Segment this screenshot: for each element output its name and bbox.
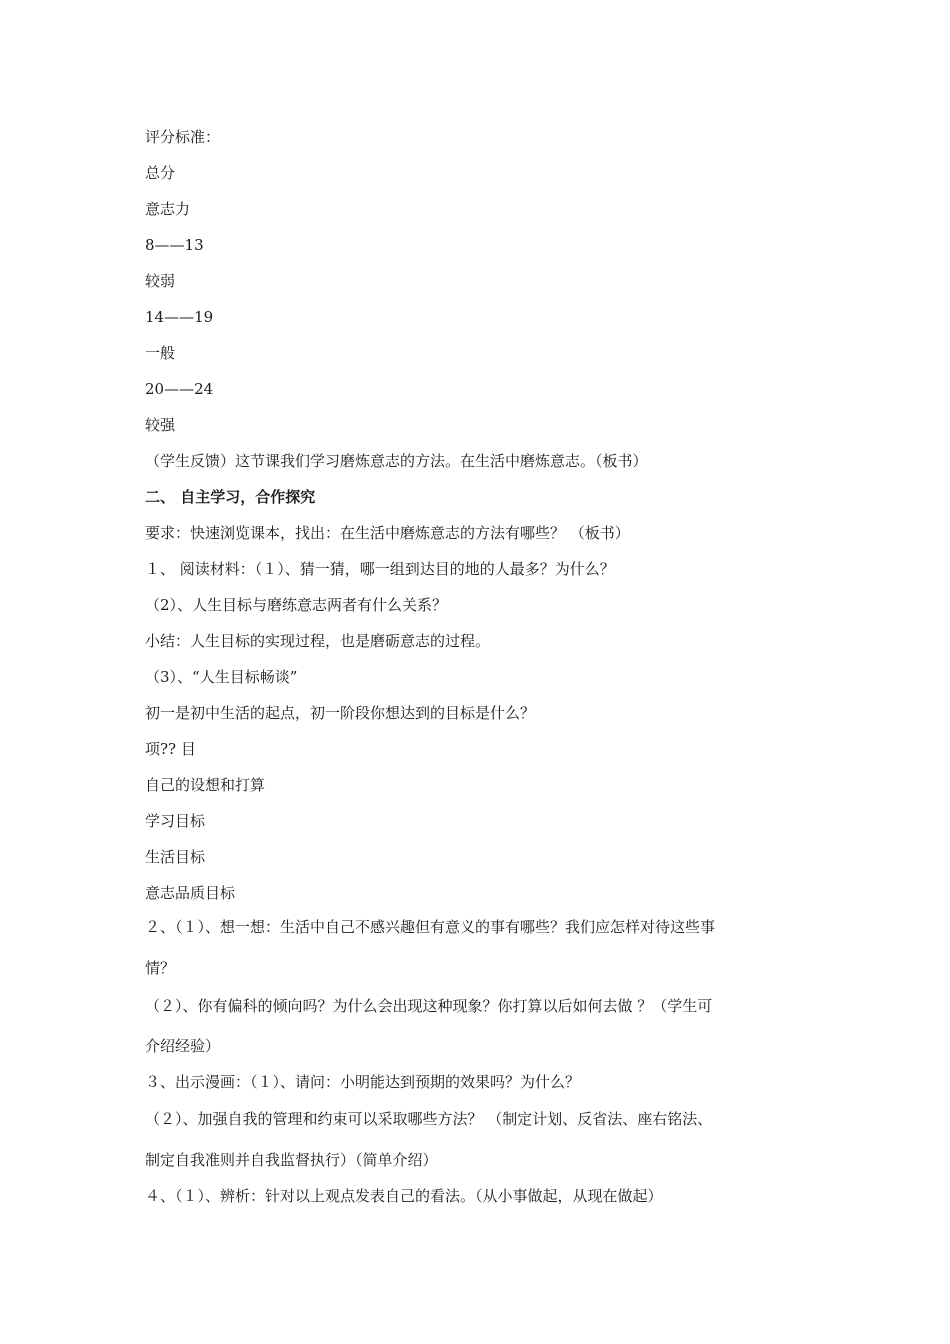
paragraph-item-2-2: （２）、你有偏科的倾向吗？为什么会出现这种现象？你打算以后如何去做 ？（学生可 [145, 997, 713, 1015]
paragraph-item-2: ２、（１）、想一想：生活中自己不感兴趣但有意义的事有哪些？我们应怎样对待这些事 [145, 918, 716, 936]
paragraph-summary: 小结：人生目标的实现过程，也是磨砺意志的过程。 [145, 632, 491, 650]
paragraph-item-3: ３、出示漫画：（１）、请问：小明能达到预期的效果吗？为什么？ [145, 1073, 581, 1091]
table-cell-average: 一般 [145, 344, 176, 362]
section-heading-2: 二、 自主学习，合作探究 [145, 488, 316, 506]
table-cell-total: 总分 [145, 164, 176, 182]
paragraph-item-2-cont: 情？ [145, 959, 176, 977]
table-cell-range-3: 20——24 [145, 380, 214, 398]
table-cell-life-goal: 生活目标 [145, 848, 206, 866]
table-cell-item: 项?? 目 [145, 740, 196, 758]
paragraph-item-3-2: （２）、加强自我的管理和约束可以采取哪些方法？ （制定计划、反省法、座右铭法、 [145, 1110, 713, 1128]
table-cell-study-goal: 学习目标 [145, 812, 206, 830]
paragraph-item-1: １、 阅读材料：（１）、猜一猜，哪一组到达目的地的人最多？为什么？ [145, 560, 615, 578]
paragraph-feedback: （学生反馈）这节课我们学习磨炼意志的方法。在生活中磨炼意志。（板书） [145, 452, 648, 470]
paragraph-item-4: ４、（１）、辨析：针对以上观点发表自己的看法。（从小事做起，从现在做起） [145, 1187, 663, 1205]
table-cell-weak: 较弱 [145, 272, 176, 290]
scoring-heading: 评分标准： [145, 128, 221, 146]
paragraph-item-1-2: （2）、人生目标与磨练意志两者有什么关系？ [145, 596, 448, 614]
paragraph-question: 初一是初中生活的起点，初一阶段你想达到的目标是什么？ [145, 704, 536, 722]
paragraph-requirement: 要求：快速浏览课本，找出：在生活中磨炼意志的方法有哪些？ （板书） [145, 524, 630, 542]
paragraph-item-2-2-cont: 介绍经验） [145, 1037, 221, 1055]
table-cell-willpower: 意志力 [145, 200, 191, 218]
paragraph-item-3-2-cont: 制定自我准则并自我监督执行）（简单介绍） [145, 1151, 438, 1169]
paragraph-item-1-3: （3）、“人生目标畅谈” [145, 668, 298, 686]
table-cell-range-1: 8——13 [145, 236, 204, 254]
table-cell-plan: 自己的设想和打算 [145, 776, 266, 794]
table-cell-range-2: 14——19 [145, 308, 214, 326]
table-cell-will-goal: 意志品质目标 [145, 884, 236, 902]
table-cell-strong: 较强 [145, 416, 176, 434]
